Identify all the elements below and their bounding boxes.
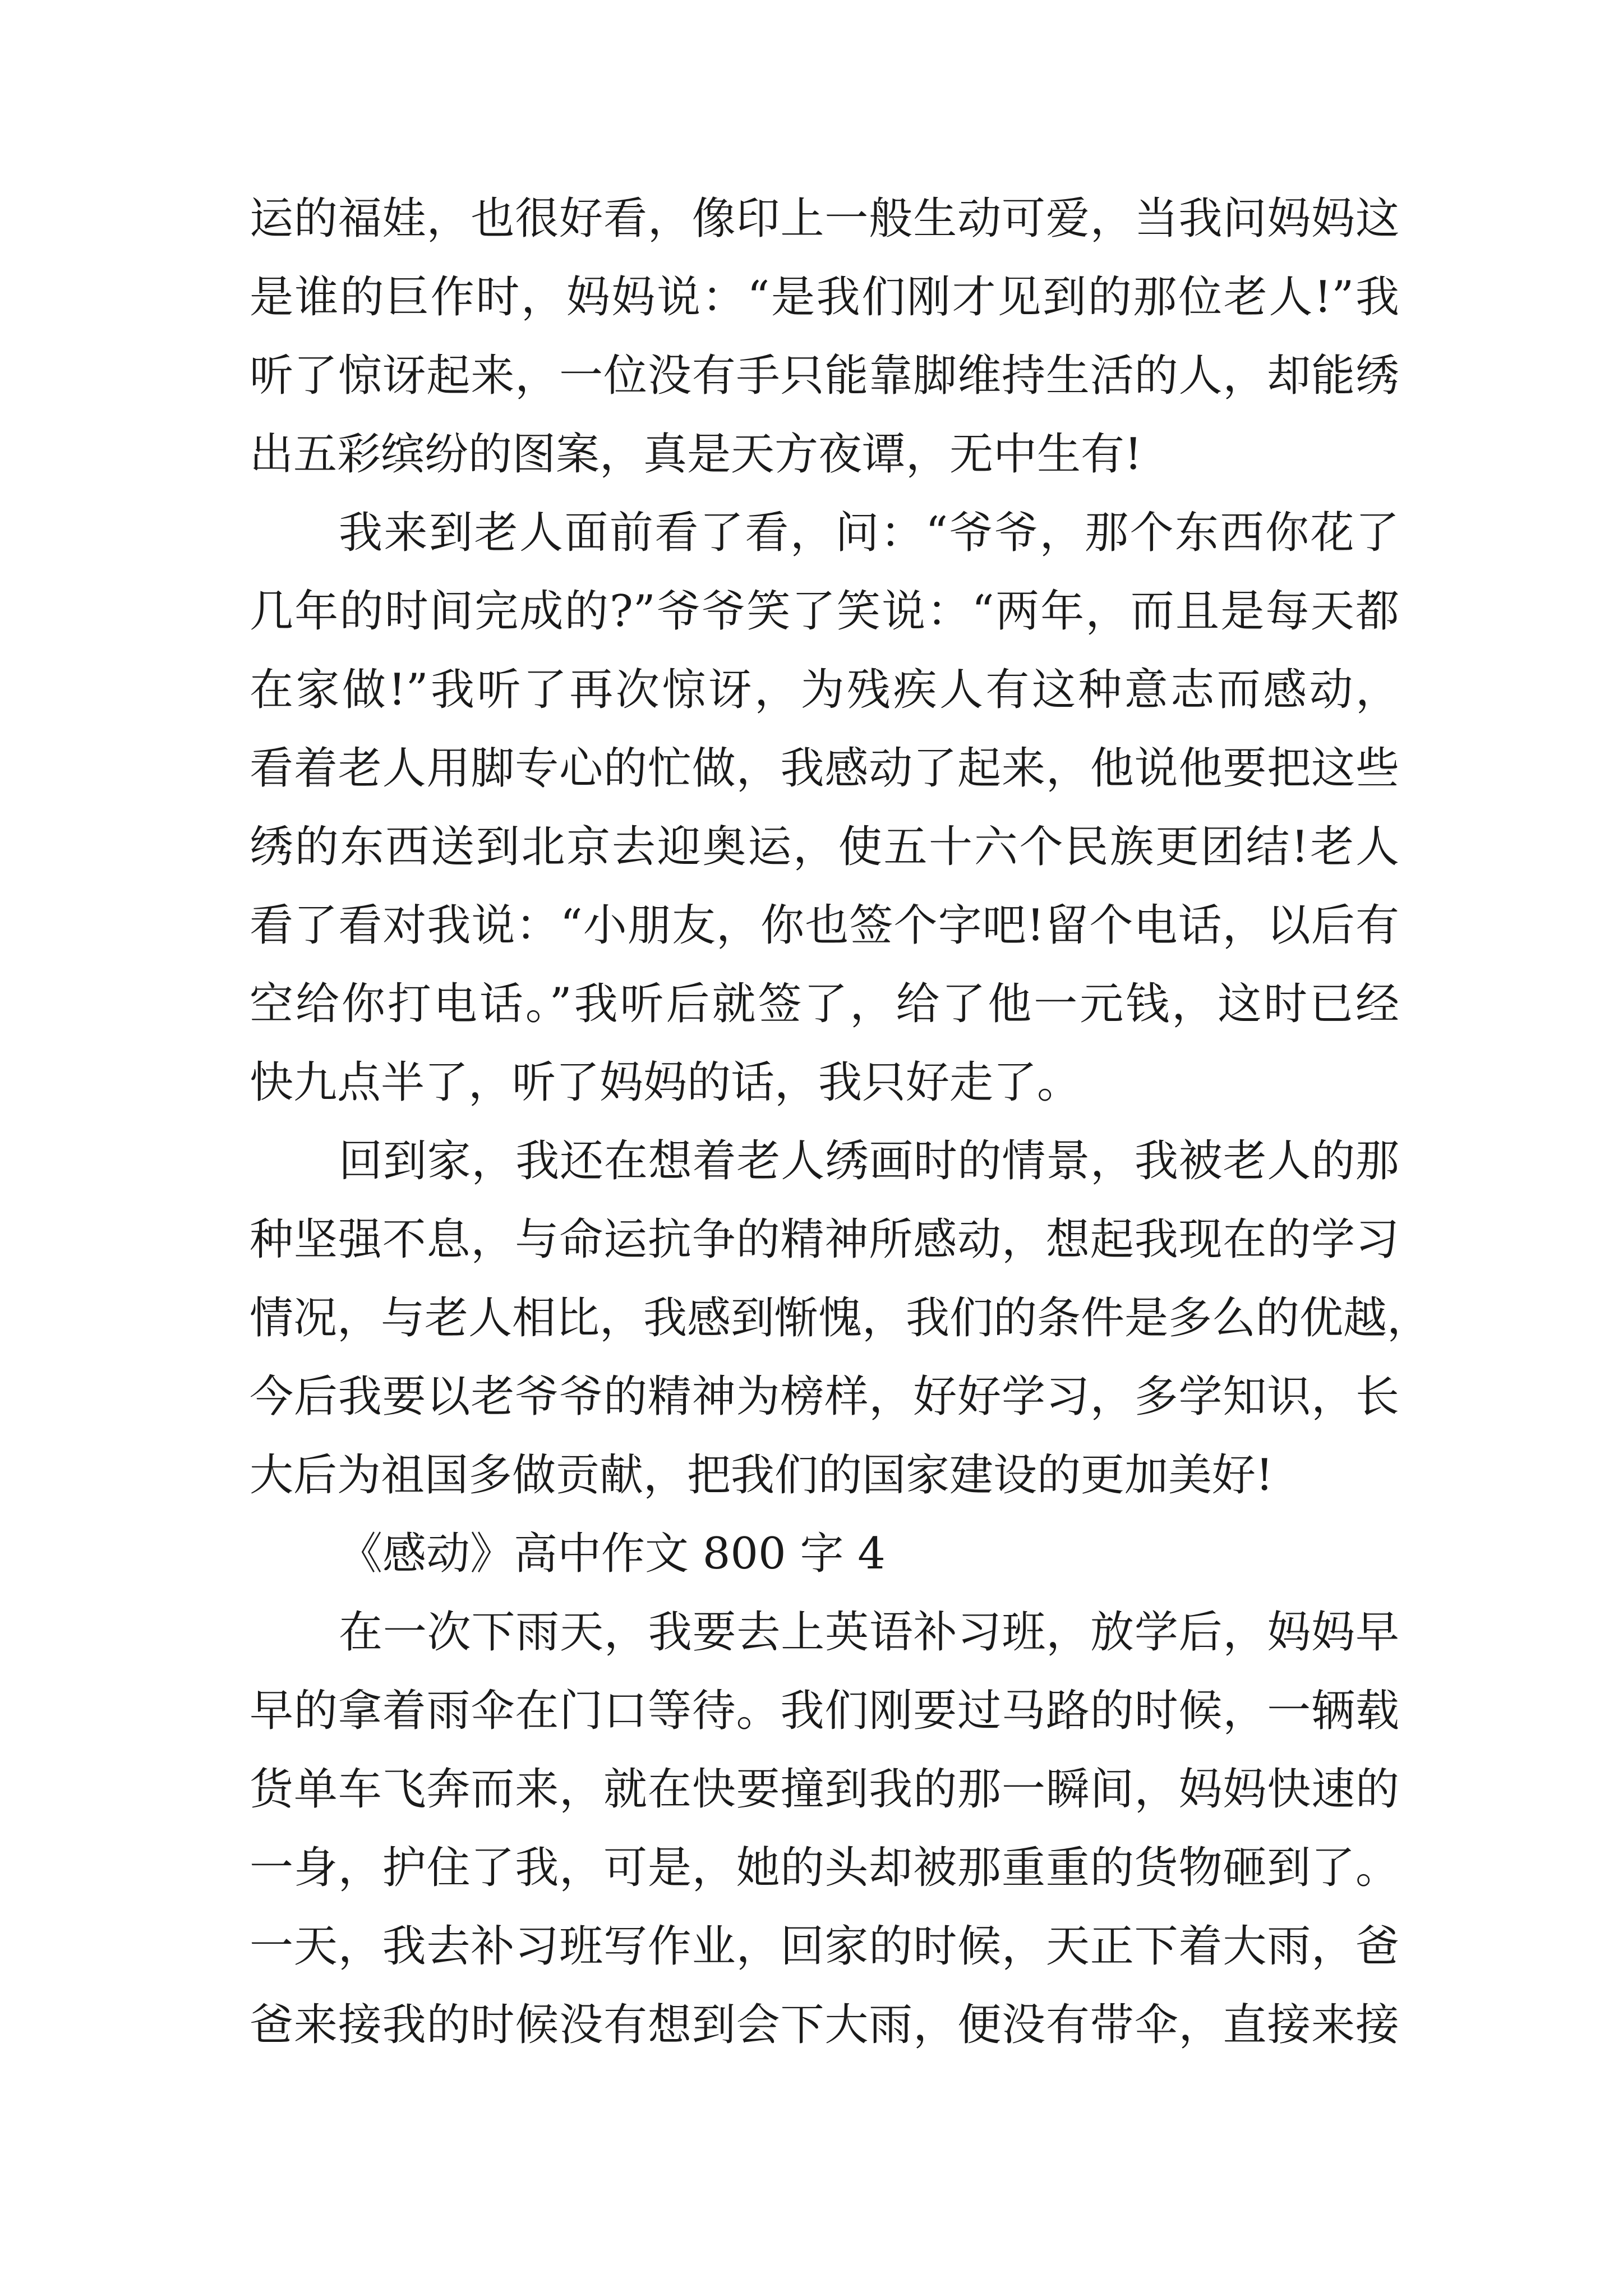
- text-line: 是谁的巨作时，妈妈说：“是我们刚才见到的那位老人!”我: [250, 272, 1399, 323]
- text-line: 看了看对我说：“小朋友，你也签个字吧!留个电话，以后有: [250, 900, 1399, 951]
- text-line: 运的福娃，也很好看，像印上一般生动可爱，当我问妈妈这: [250, 194, 1399, 244]
- text-line: 货单车飞奔而来，就在快要撞到我的那一瞬间，妈妈快速的: [250, 1764, 1399, 1815]
- text-line: 快九点半了，听了妈妈的话，我只好走了。: [250, 1057, 1081, 1108]
- text-line: 大后为祖国多做贡献，把我们的国家建设的更加美好!: [250, 1450, 1274, 1501]
- text-line: 我来到老人面前看了看，问：“爷爷，那个东西你花了: [339, 508, 1399, 558]
- text-line: 听了惊讶起来，一位没有手只能靠脚维持生活的人，却能绣: [250, 351, 1399, 401]
- text-line: 爸来接我的时候没有想到会下大雨，便没有带伞，直接来接: [250, 2000, 1399, 2050]
- text-line: 早的拿着雨伞在门口等待。我们刚要过马路的时候，一辆载: [250, 1686, 1399, 1736]
- text-line: 今后我要以老爷爷的精神为榜样，好好学习，多学知识，长: [250, 1372, 1399, 1422]
- text-line: 在家做!”我听了再次惊讶，为残疾人有这种意志而感动，: [250, 665, 1399, 715]
- text-line: 出五彩缤纷的图案，真是天方夜谭，无中生有!: [250, 429, 1142, 480]
- text-line: 看着老人用脚专心的忙做，我感动了起来，他说他要把这些: [250, 743, 1399, 794]
- section-heading: 《感动》高中作文 800 字 4: [339, 1529, 886, 1579]
- text-line: 一身，护住了我，可是，她的头却被那重重的货物砸到了。: [250, 1843, 1399, 1893]
- text-line: 几年的时间完成的?”爷爷笑了笑说：“两年，而且是每天都: [250, 586, 1399, 637]
- text-line: 情况，与老人相比，我感到惭愧，我们的条件是多么的优越，: [250, 1293, 1431, 1343]
- text-line: 绣的东西送到北京去迎奥运，使五十六个民族更团结!老人: [250, 822, 1399, 872]
- text-line: 种坚强不息，与命运抗争的精神所感动，想起我现在的学习: [250, 1214, 1399, 1265]
- text-line: 一天，我去补习班写作业，回家的时候，天正下着大雨，爸: [250, 1921, 1399, 1972]
- text-line: 空给你打电话。”我听后就签了，给了他一元钱，这时已经: [250, 979, 1399, 1029]
- text-line: 回到家，我还在想着老人绣画时的情景，我被老人的那: [339, 1136, 1399, 1186]
- text-line: 在一次下雨天，我要去上英语补习班，放学后，妈妈早: [339, 1607, 1399, 1658]
